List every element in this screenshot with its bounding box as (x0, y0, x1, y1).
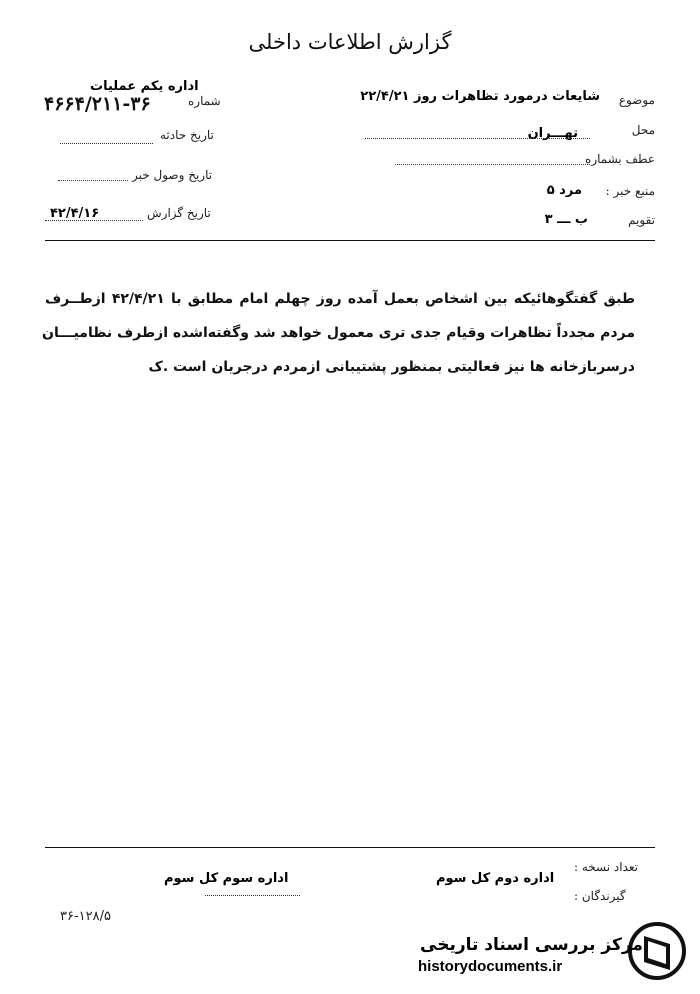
source-value: مرد ۵ (546, 183, 582, 198)
reference-dotted-line (395, 164, 590, 165)
archive-name: مرکز بررسی اسناد تاریخی (420, 935, 643, 955)
rating-value: ب ـــ ۳ (544, 212, 588, 227)
recipients-label: گیرندگان : (574, 889, 626, 903)
location-value: تهـــران (527, 126, 578, 141)
report-date-label: تاریخ گزارش (147, 206, 211, 220)
received-date-label: تاریخ وصول خبر (132, 168, 213, 182)
rating-label: تقویم (628, 213, 655, 227)
footer-divider (45, 847, 655, 848)
report-date-value: ۴۲/۴/۱۶ (50, 206, 100, 221)
source-label: منبع خبر : (605, 184, 655, 198)
subject-value: شایعات درمورد تظاهرات روز ۲۲/۴/۲۱ (360, 89, 600, 104)
report-date-dotted-line (45, 220, 143, 221)
archive-url: historydocuments.ir (418, 958, 563, 975)
received-date-dotted-line (58, 180, 128, 181)
file-code: ۳۶-۱۲۸/۵ (60, 909, 111, 924)
recipient-1: اداره دوم کل سوم (436, 871, 555, 886)
report-title: گزارش اطلاعات داخلی (248, 30, 452, 54)
copies-label: تعداد نسخه : (574, 860, 639, 874)
incident-date-label: تاریخ حادثه (160, 128, 214, 142)
header-divider (45, 240, 655, 241)
number-value: ۴۶۶۴/۲۱۱-۳۶ (44, 93, 151, 115)
body-line-1: طبق گفتگوهائیکه بین اشخاص بعمل آمده روز چهلم امام مطابق با ۴۲/۴/۲۱ ازطــرف (45, 291, 636, 307)
reference-label: عطف بشماره (585, 152, 655, 166)
incident-date-dotted-line (60, 143, 153, 144)
body-line-3: درسربازخانه ها نیز فعالیتی بمنظور پشتیبانی ازمردم درجریان است .ک (148, 359, 635, 375)
number-label: شماره (188, 94, 221, 108)
subject-label: موضوع (618, 93, 655, 107)
recipient-2: اداره سوم کل سوم (164, 871, 289, 886)
recipient-2-dotted-line (205, 895, 300, 896)
location-dotted-line (365, 138, 590, 139)
issuer-label: اداره یکم عملیات (90, 79, 199, 94)
body-line-2: مردم مجدداً تظاهرات وقیام جدی تری معمول خواهد شد وگفته‌اشده ازطرف نظامیـــان (42, 325, 635, 341)
location-label: محل (631, 123, 655, 137)
